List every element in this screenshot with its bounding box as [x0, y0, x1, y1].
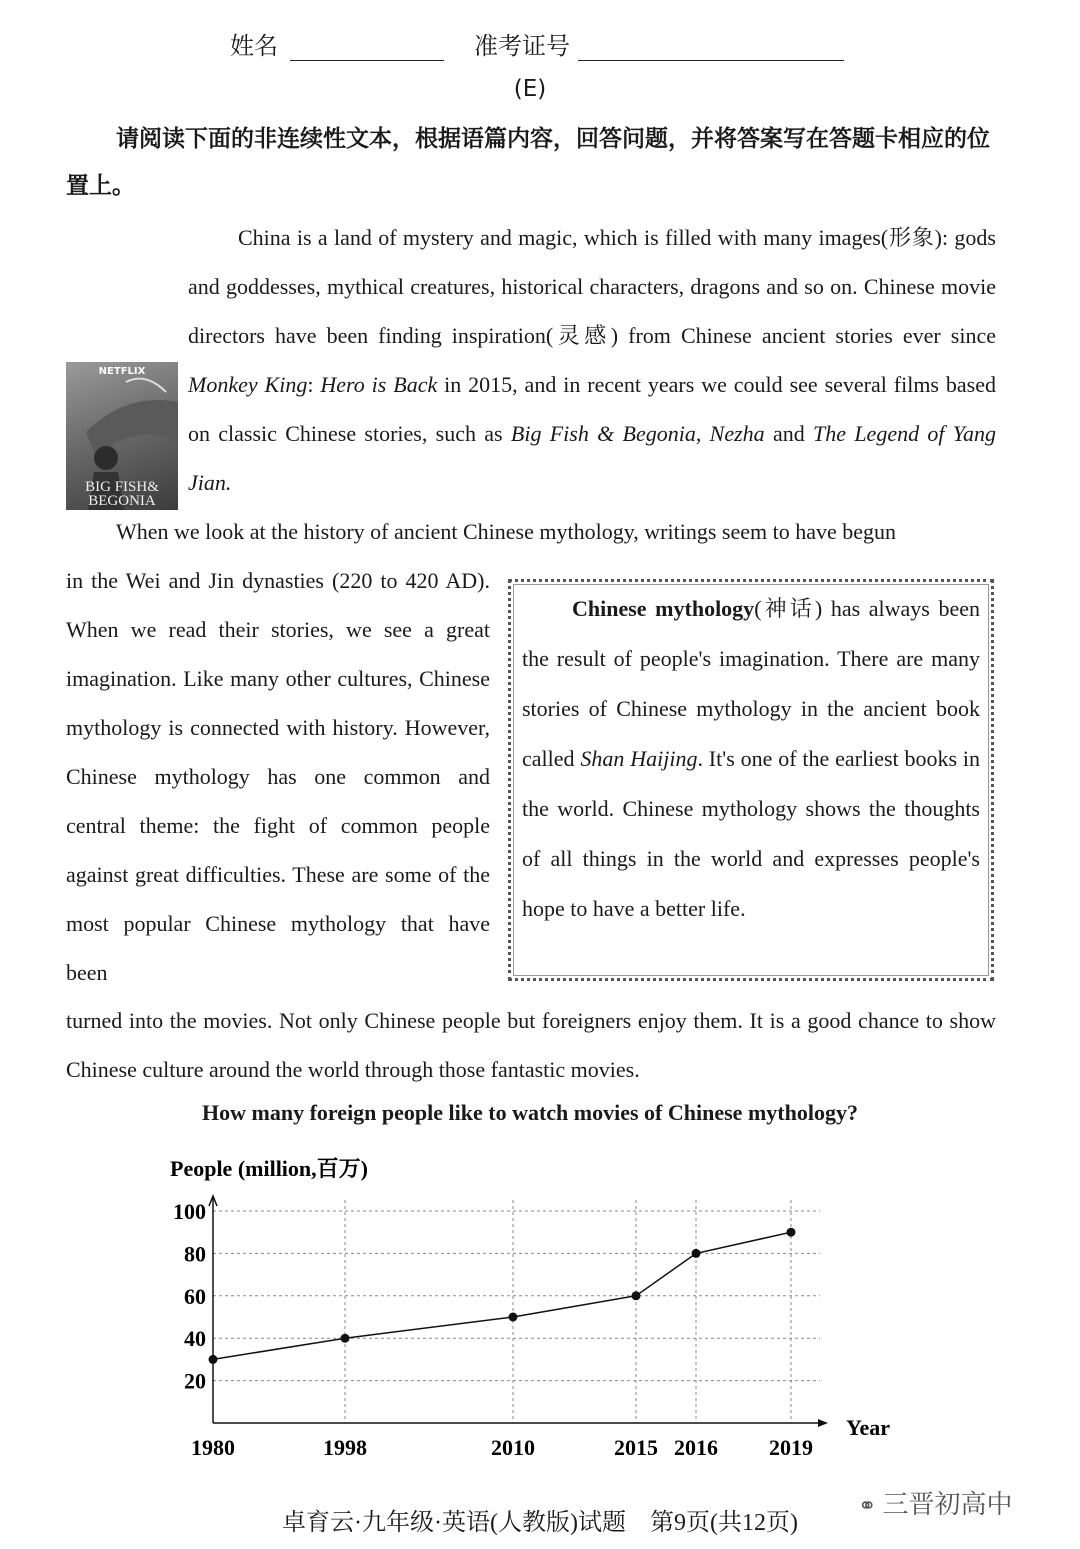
- data-point: [341, 1334, 350, 1343]
- data-point: [692, 1249, 701, 1258]
- poster-title: BIG FISH& BEGONIA: [85, 479, 159, 509]
- chart-title: How many foreign people like to watch movies of Chinese mythology?: [202, 1100, 858, 1125]
- x-tick-label: 2019: [769, 1435, 813, 1460]
- y-tick-label: 100: [173, 1199, 206, 1224]
- watermark: ⚭ 三晋初高中: [858, 1490, 1013, 1520]
- x-tick-label: 2010: [491, 1435, 535, 1460]
- y-tick-label: 60: [184, 1283, 206, 1309]
- x-tick-label: 1980: [191, 1435, 235, 1460]
- x-tick-label: 2015: [614, 1435, 658, 1460]
- exam-id-label: 准考证号: [474, 34, 570, 60]
- section-label: (E): [513, 76, 547, 102]
- paragraph-2-left-column: in the Wei and Jin dynasties (220 to 420 AD). When we read their stories, we see a great imagination. Like many other cultures, Chinese mythology is connected with history. However, Chinese mythology has one common and central theme: the fight of common people against great difficulties. These are some of the most popular Chinese mythology that have been: [66, 568, 490, 985]
- name-field: [230, 26, 444, 61]
- y-axis-label: People (million,百万): [170, 1156, 368, 1181]
- chart-grid: [213, 1200, 820, 1423]
- chart-axes: [209, 1196, 828, 1427]
- paragraph-2-first-line: When we look at the history of ancient Chinese mythology, writings seem to have begun: [116, 519, 897, 544]
- movie-title-big-fish: Big Fish & Begonia: [510, 421, 696, 446]
- instruction: 请阅读下面的非连续性文本，根据语篇内容，回答问题，并将答案写在答题卡相应的位置上。: [66, 126, 990, 199]
- exam-id-blank: [578, 38, 844, 61]
- name-label: 姓名: [230, 34, 278, 60]
- data-point: [509, 1313, 518, 1322]
- book-title: Shan Haijing: [580, 746, 698, 771]
- movie-title-monkey-king: Monkey King: [188, 372, 308, 397]
- movie-subtitle-hero-is-back: Hero is Back: [320, 372, 438, 397]
- line-chart: [0, 1140, 1080, 1480]
- y-tick-label: 20: [184, 1368, 206, 1394]
- movie-title-legend-yang-jian: The Legend of Yang Jian.: [188, 421, 997, 495]
- wechat-icon: ⚭: [858, 1494, 877, 1519]
- y-tick-label: 80: [184, 1241, 206, 1267]
- y-tick-labels: [173, 1199, 206, 1394]
- data-point: [209, 1355, 218, 1364]
- x-tick-label: 1998: [323, 1435, 367, 1460]
- data-point: [787, 1228, 796, 1237]
- x-tick-labels: [191, 1435, 813, 1460]
- x-tick-label: 2016: [674, 1435, 718, 1460]
- movie-title-nezha: Nezha: [709, 421, 765, 446]
- name-blank: [290, 38, 444, 61]
- y-tick-label: 40: [184, 1326, 206, 1352]
- exam-id-field: [474, 26, 844, 61]
- page-footer: 卓育云·九年级·英语(人教版)试题 第9页(共12页): [282, 1510, 798, 1536]
- paragraph-2-end: turned into the movies. Not only Chinese people but foreigners enjoy them. It is a good chance to show Chinese culture around the world through those fantastic movies.: [66, 1008, 996, 1082]
- info-box: Chinese mythology(神话) has always been the result of people's imagination. There are many stories of Chinese mythology in the ancient book called Shan Haijing. It's one of the earliest books in the world. Chinese mythology shows the thoughts of all things in the world and expresses people's hope to have a better life.: [522, 596, 980, 921]
- info-box-heading: Chinese mythology: [572, 596, 755, 621]
- paragraph-1: China is a land of mystery and magic, which is filled with many images(形象): gods and goddesses, mythical creatures, historical characters, dragons and so on. Chinese movie directors have been finding inspiration(灵感) from Chinese ancient stories ever since Monkey King: Hero is Back in 2015, and in recent years we could see several films based on classic Chinese stories, such as Big Fish & Begonia, Nezha and The Legend of Yang Jian.: [66, 213, 996, 654]
- data-point: [632, 1291, 641, 1300]
- x-axis-label: Year: [846, 1415, 890, 1440]
- poster-brand: NETFLIX: [98, 366, 146, 377]
